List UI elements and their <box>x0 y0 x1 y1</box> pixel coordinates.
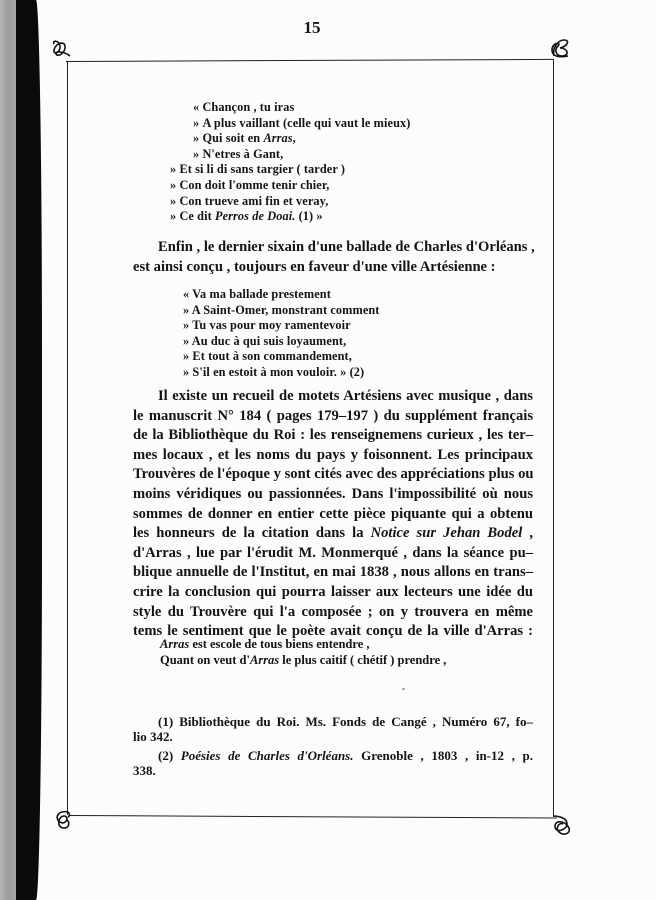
verse-line: « Va ma ballade prestement <box>183 287 331 301</box>
paragraph-line: de la Bibliothèque du Roi : les renseignemens curieux , les ter– <box>133 427 533 444</box>
paragraph-line: Enfin , le dernier sixain d'une ballade de Charles d'Orléans , <box>158 239 535 255</box>
paragraph-line: blique annuelle de l'Institut, en mai 1838 , nous allons en trans– <box>133 564 533 581</box>
book-binding-edge <box>0 0 16 900</box>
book-title-italic: Poésies de Charles d'Orléans. <box>180 748 354 763</box>
paragraph-line: crire la conclusion qui pourra laisser aux lecteurs une idée du <box>133 583 533 600</box>
verse-line: » Ce dit Perros de Doai. (1) » <box>170 209 323 224</box>
frame-border-top <box>66 59 554 62</box>
verse-line: » A plus vaillant (celle qui vaut le mieux) <box>193 115 411 130</box>
paragraph-line: les honneurs de la citation dans la Notice sur Jehan Bodel , <box>133 525 534 542</box>
book-gutter-shadow <box>16 0 42 900</box>
paragraph-line: est ainsi conçu , toujours en faveur d'une ville Artésienne : <box>133 258 496 275</box>
frame-border-bottom <box>69 815 557 819</box>
paragraph-line: Trouvères de l'époque y sont cités avec des appréciations plus ou <box>133 466 534 483</box>
place-name-italic: Arras <box>160 637 190 651</box>
paragraph-line: Il existe un recueil de motets Artésiens avec musique , dans <box>158 388 533 404</box>
corner-flourish-icon <box>50 38 74 62</box>
frame-border-left <box>67 62 68 815</box>
verse-line: « Chançon , tu iras <box>193 100 295 114</box>
footnote-1: (1) Bibliothèque du Roi. Ms. Fonds de Cangé , Numéro 67, fo– lio 342. <box>133 714 533 744</box>
verse-line: » A Saint-Omer, monstrant comment <box>183 302 380 317</box>
verse-line: » Con trueve ami fin et veray, <box>170 193 329 208</box>
verse-block-ballade <box>183 287 380 381</box>
title-italic: Notice sur Jehan Bodel <box>370 525 523 542</box>
scan-speck <box>402 688 405 690</box>
corner-flourish-icon <box>549 812 573 838</box>
verse-line: » N'etres à Gant, <box>193 146 284 161</box>
verse-line: » Tu vas pour moy ramentevoir <box>183 318 351 333</box>
verse-block-chancon <box>170 100 411 225</box>
paragraph-motets <box>133 387 533 642</box>
verse-line: » Qui soit en Arras, <box>193 131 296 146</box>
paragraph-line: le manuscrit N° 184 ( pages 179–197 ) du supplément français <box>133 407 533 424</box>
paragraph-line: d'Arras , lue par l'érudit M. Monmerqué , dans la séance pu– <box>133 544 533 561</box>
place-name-italic: Arras <box>263 131 293 146</box>
paragraph-line: sommes de donner en entier cette pièce piquante qui a obtenu <box>133 505 533 522</box>
frame-border-right <box>553 60 554 817</box>
paragraph-line: mes locaux , et les noms du pays y foisonnent. Les principaux <box>133 446 533 463</box>
verse-block-arras <box>160 637 446 668</box>
paragraph-line: moins véridiques ou passionnées. Dans l'impossibilité où nous <box>133 485 533 502</box>
author-name-italic: Perros de Doai. <box>214 209 296 224</box>
footnotes <box>133 714 533 782</box>
paragraph-line: tems le sentiment que le poète avait conçu de la ville d'Arras : <box>133 623 533 640</box>
page-number: 15 <box>303 18 321 37</box>
footnote-2: (2) Poésies de Charles d'Orléans. Grenoble , 1803 , in-12 , p. 338. <box>133 748 533 778</box>
verse-line: » Et tout à son commandement, <box>183 349 352 364</box>
corner-flourish-icon <box>52 808 76 832</box>
paragraph-line: style du Trouvère qui l'a composée ; on y trouvera en même <box>133 603 533 620</box>
verse-line: » Au duc à qui suis loyaument, <box>183 333 347 348</box>
verse-line: Arras est escole de tous biens entendre , <box>160 637 370 651</box>
paragraph-charles-orleans <box>133 238 533 277</box>
corner-flourish-icon <box>548 36 572 62</box>
place-name-italic: Arras <box>249 652 280 667</box>
verse-line: » Con doit l'omme tenir chier, <box>170 177 330 192</box>
verse-line: » S'il en estoit à mon vouloir. » (2) <box>183 364 365 379</box>
verse-line: » Et si li di sans targier ( tarder ) <box>170 162 346 177</box>
verse-line: Quant on veut d'Arras le plus caitif ( chétif ) prendre , <box>160 652 447 667</box>
